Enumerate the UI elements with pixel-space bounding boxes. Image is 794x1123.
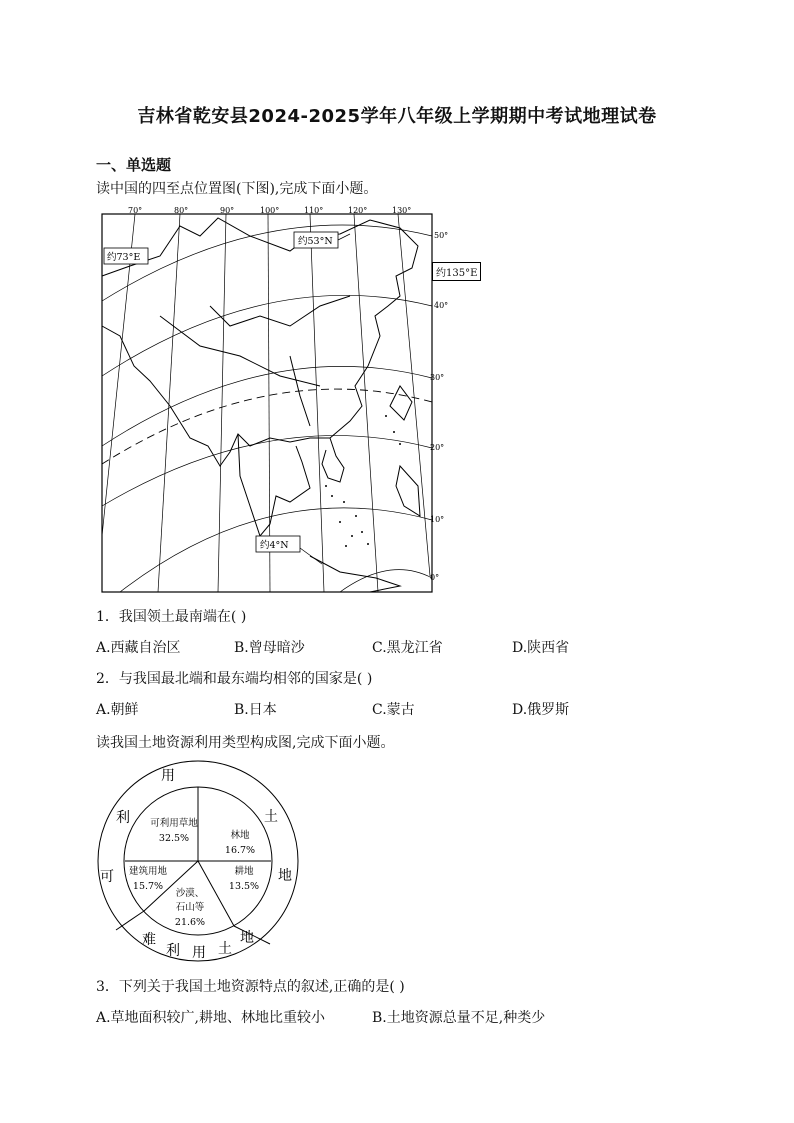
lon-label: 90° <box>220 206 235 215</box>
callout-south-label: 约4°N <box>260 540 289 551</box>
lon-label: 120° <box>348 206 368 215</box>
question-3 <box>96 976 405 996</box>
ring-char: 难 <box>142 932 156 948</box>
ring-char: 地 <box>240 930 254 946</box>
slice-value: 32.5% <box>158 833 190 844</box>
question-stem: 与我国最北端和最东端均相邻的国家是( ) <box>118 671 373 687</box>
option-a[interactable]: A.草地面积较广,耕地、林地比重较小 <box>96 1010 326 1026</box>
slice-label: 耕地 <box>234 866 254 877</box>
group1-intro: 读中国的四至点位置图(下图),完成下面小题。 <box>96 181 378 197</box>
ring-char: 利 <box>116 810 130 826</box>
ring-char: 利 <box>166 943 180 959</box>
group2-intro: 读我国土地资源利用类型构成图,完成下面小题。 <box>96 735 395 751</box>
ring-char: 土 <box>218 941 232 957</box>
lat-label: 20° <box>430 443 445 452</box>
lon-label: 110° <box>304 206 324 215</box>
slice-value: 16.7% <box>224 845 256 856</box>
callout-west: 约73°E <box>107 252 141 263</box>
question-stem: 我国领土最南端在( ) <box>118 609 247 625</box>
section-heading: 一、单选题 <box>96 156 172 174</box>
slice-label: 沙漠、 <box>175 888 205 899</box>
question-stem: 下列关于我国土地资源特点的叙述,正确的是( ) <box>118 979 405 995</box>
lat-label: 0° <box>430 573 440 582</box>
slice-label: 建筑用地 <box>128 866 168 877</box>
option-c[interactable]: C.蒙古 <box>372 702 415 718</box>
question-1 <box>96 606 246 626</box>
ring-char: 用 <box>161 768 175 784</box>
option-b[interactable]: B.土地资源总量不足,种类少 <box>372 1010 546 1026</box>
ring-char: 土 <box>264 809 278 825</box>
lat-label: 30° <box>430 373 445 382</box>
slice-value: 21.6% <box>174 917 206 928</box>
callout-east: 约135°E <box>432 262 481 281</box>
page-title: 吉林省乾安县2024-2025学年八年级上学期期中考试地理试卷 <box>137 106 657 127</box>
callout-north: 约53°N <box>298 236 333 247</box>
slice-label: 石山等 <box>175 902 205 913</box>
ring-char: 可 <box>100 869 114 885</box>
question-number: 1． <box>96 609 119 625</box>
slice-label: 林地 <box>230 830 250 841</box>
lon-label: 80° <box>174 206 189 215</box>
lat-label: 10° <box>430 515 445 524</box>
option-c[interactable]: C.黑龙江省 <box>372 640 443 656</box>
option-d[interactable]: D.陕西省 <box>512 640 570 656</box>
lon-label: 70° <box>128 206 143 215</box>
china-extreme-points-map <box>100 206 449 592</box>
option-a[interactable]: A.朝鲜 <box>96 702 139 718</box>
option-d[interactable]: D.俄罗斯 <box>512 702 570 718</box>
lat-label: 50° <box>434 231 449 240</box>
lat-label: 40° <box>434 301 449 310</box>
land-use-pie-diagram <box>94 760 304 965</box>
lon-label: 130° <box>392 206 412 215</box>
option-a[interactable]: A.西藏自治区 <box>96 640 181 656</box>
option-b[interactable]: B.日本 <box>234 702 277 718</box>
question-2 <box>96 668 372 688</box>
option-b[interactable]: B.曾母暗沙 <box>234 640 305 656</box>
question-number: 3． <box>96 979 119 995</box>
ring-char: 用 <box>192 945 206 961</box>
ring-char: 地 <box>278 868 292 884</box>
question-number: 2． <box>96 671 119 687</box>
map-frame <box>102 214 432 592</box>
slice-value: 13.5% <box>228 881 260 892</box>
lon-label: 100° <box>260 206 280 215</box>
slice-label: 可利用草地 <box>150 818 198 829</box>
slice-value: 15.7% <box>132 881 164 892</box>
